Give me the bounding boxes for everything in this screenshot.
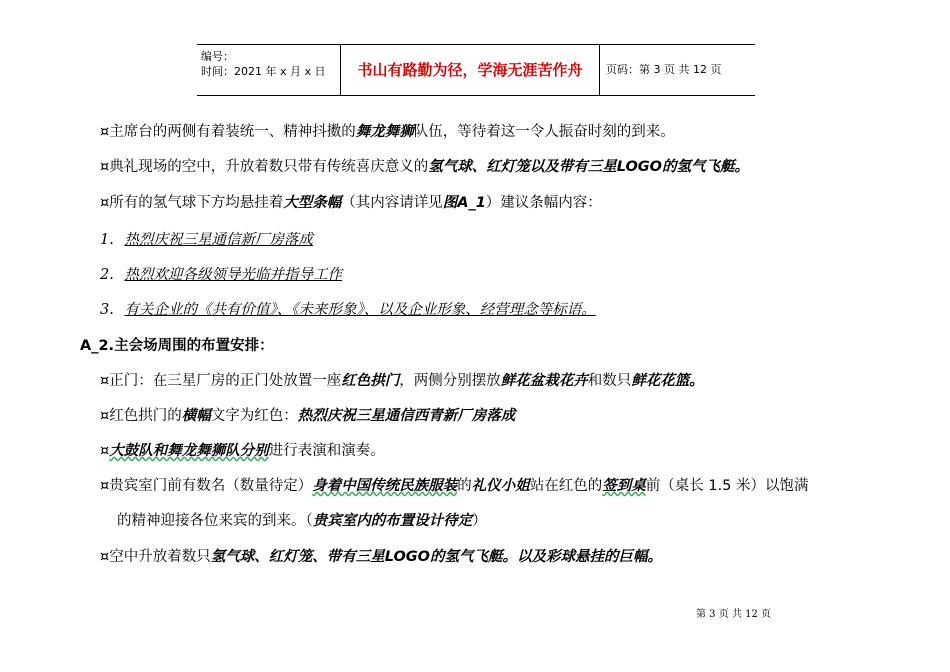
text-span: ¤所有的氢气球下方均悬挂着 (100, 195, 284, 211)
number-label: 编号： (201, 50, 234, 63)
text-span: 和数只 (587, 373, 632, 389)
list-item (100, 298, 596, 319)
paragraph-line-4 (100, 369, 704, 390)
emphasis-span: 横幅 (181, 408, 211, 424)
time-label: 时间：2021 年 x 月 x 日 (201, 65, 326, 78)
header-page-info: 页码：第 3 页 共 12 页 (606, 63, 722, 76)
page-header (197, 44, 755, 96)
text-span: ¤主席台的两侧有着装统一、精神抖擞的 (100, 124, 356, 140)
list-number: 1. (100, 232, 114, 248)
paragraph-line-5 (100, 404, 515, 425)
emphasis-span: 身着中国传统民族服装 (312, 478, 458, 494)
text-span: ¤典礼现场的空中，升放着数只带有传统喜庆意义的 (100, 159, 429, 175)
paragraph-line-6 (100, 439, 385, 460)
list-text: 有关企业的《共有价值》、《未来形象》、以及企业形象、经营理念等标语。 (124, 302, 596, 318)
page-footer: 第 3 页 共 12 页 (696, 609, 771, 620)
paragraph-line-3 (100, 191, 602, 212)
text-span: 队伍，等待着这一令人振奋时刻的到来。 (413, 124, 675, 140)
text-span: （其内容请详见 (341, 195, 443, 211)
paragraph-line-1 (100, 120, 675, 141)
emphasis-span: 舞龙舞狮 (355, 124, 414, 140)
text-span: ¤空中升放着数只 (100, 549, 211, 565)
text-span: 前（桌长 1.5 米）以饱满 (645, 478, 809, 494)
header-slogan: 书山有路勤为径，学海无涯苦作舟 (340, 45, 600, 95)
list-item (100, 263, 342, 284)
text-span: 文字为红色： (210, 408, 298, 424)
text-span: 进行表演和演奏。 (268, 443, 385, 459)
text-span: ¤ (100, 443, 110, 459)
list-text: 热烈欢迎各级领导光临并指导工作 (124, 267, 342, 283)
list-number: 3. (100, 302, 114, 318)
paragraph-line-7 (100, 474, 809, 495)
paragraph-line-8 (117, 509, 487, 530)
text-span: ¤贵宾室门前有数名（数量待定） (100, 478, 313, 494)
emphasis-span: 签到桌 (602, 478, 646, 494)
emphasis-span: 鲜花花篮。 (631, 373, 704, 389)
text-span: ¤红色拱门的 (100, 408, 182, 424)
text-span: 站在红色的 (529, 478, 603, 494)
emphasis-span: 大鼓队和舞龙舞狮队分别 (109, 443, 269, 459)
text-span: ，两侧分别摆放 (399, 373, 501, 389)
text-span: ¤正门：在三星厂房的正门处放置一座 (100, 373, 342, 389)
emphasis-span: 热烈庆祝三星通信西青新厂房落成 (297, 408, 516, 424)
list-item (100, 228, 313, 249)
emphasis-span: 鲜花盆栽花卉 (500, 373, 588, 389)
header-left-cell (197, 45, 340, 95)
emphasis-span: 图A_1 (442, 195, 486, 211)
emphasis-span: 红色拱门 (341, 373, 400, 389)
emphasis-span: 贵宾室内的布置设计待定 (312, 513, 473, 529)
text-span: 的 (457, 478, 472, 494)
emphasis-span: 氢气球、红灯笼以及带有三星LOGO的氢气飞艇。 (428, 159, 750, 175)
paragraph-line-9 (100, 545, 662, 566)
text-span: 的精神迎接各位来宾的到来。（ (117, 513, 313, 529)
list-text: 热烈庆祝三星通信新厂房落成 (124, 232, 313, 248)
text-span: ） (472, 513, 487, 529)
paragraph-line-2 (100, 155, 749, 176)
emphasis-span: 氢气球、红灯笼、带有三星LOGO的氢气飞艇。以及彩球悬挂的巨幅。 (210, 549, 663, 565)
emphasis-span: 大型条幅 (283, 195, 342, 211)
list-number: 2. (100, 267, 114, 283)
text-span: ）建议条幅内容： (485, 195, 602, 211)
emphasis-span: 礼仪小姐 (471, 478, 530, 494)
section-title: A_2.主会场周围的布置安排： (80, 338, 274, 354)
